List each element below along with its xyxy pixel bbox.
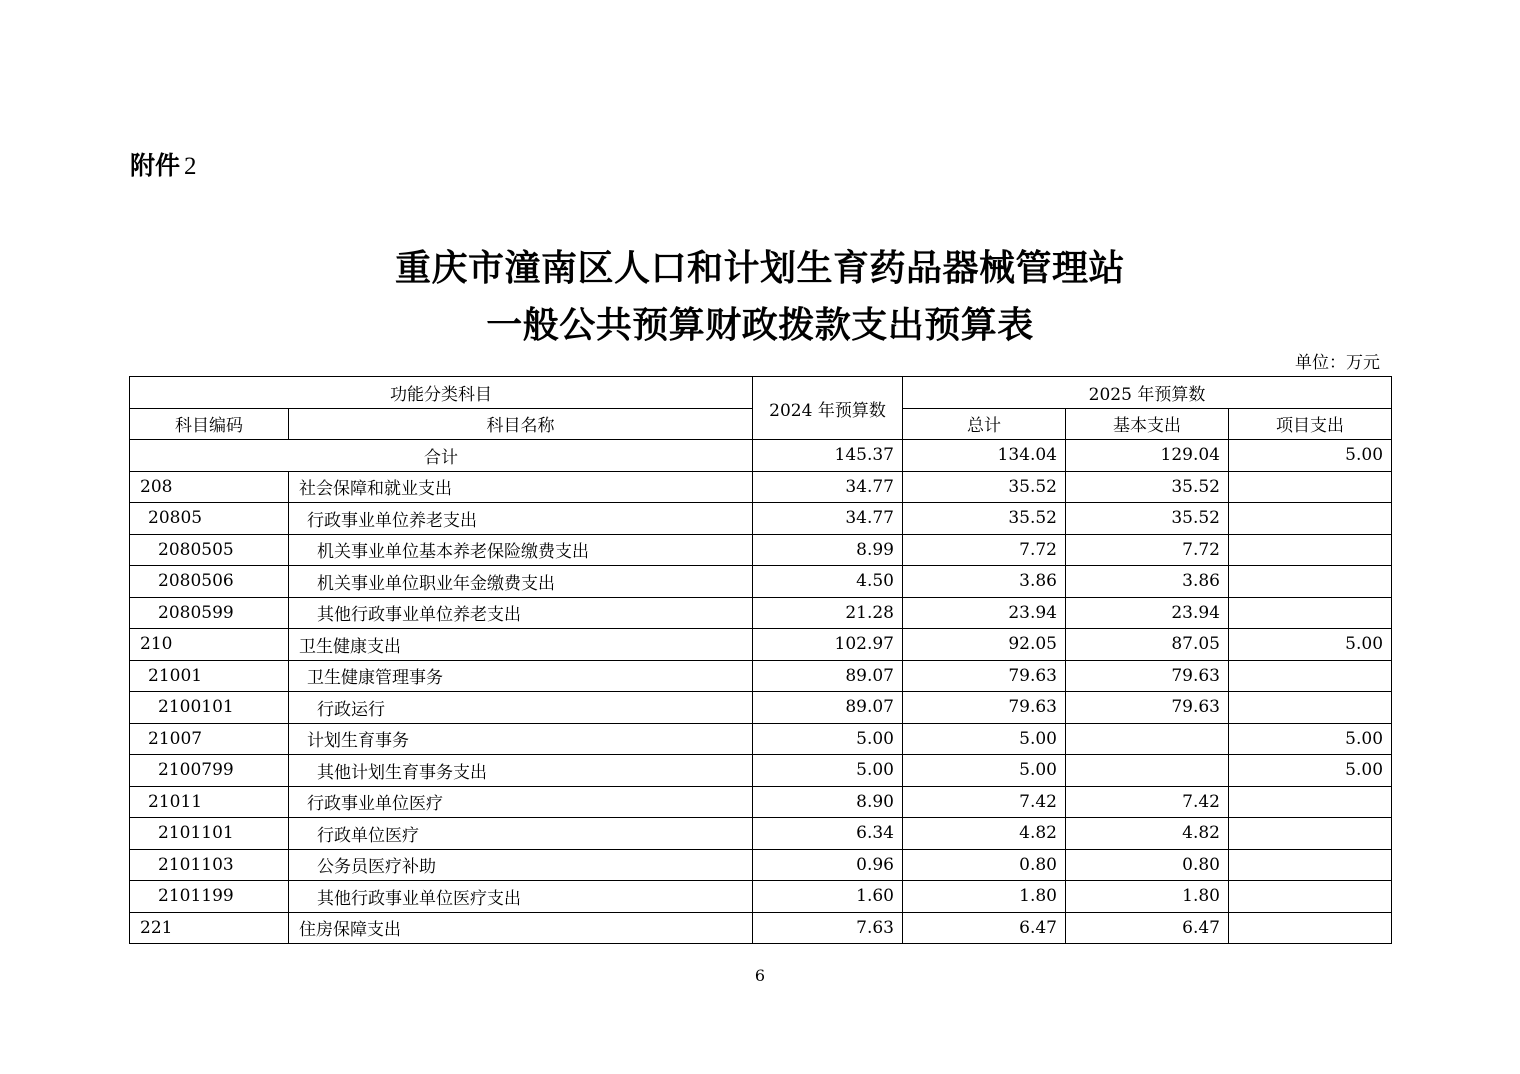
cell-code: 2080599 <box>130 597 289 629</box>
page-title-line2: 一般公共预算财政拨款支出预算表 <box>486 305 1034 346</box>
header-budget-2025: 2025 年预算数 <box>903 377 1392 409</box>
total-project: 5.00 <box>1229 440 1392 472</box>
table-row <box>130 629 1392 661</box>
header-project: 项目支出 <box>1229 408 1392 440</box>
cell-total: 6.47 <box>903 912 1066 944</box>
page-title-line1: 重庆市潼南区人口和计划生育药品器械管理站 <box>394 248 1125 289</box>
cell-code: 20805 <box>130 503 289 535</box>
cell-name: 其他行政事业单位养老支出 <box>289 597 753 629</box>
cell-budget-2024: 89.07 <box>753 692 903 724</box>
cell-code: 2101199 <box>130 881 289 913</box>
table-row <box>130 786 1392 818</box>
cell-name: 卫生健康管理事务 <box>289 660 753 692</box>
cell-code: 21011 <box>130 786 289 818</box>
cell-project <box>1229 786 1392 818</box>
cell-name: 社会保障和就业支出 <box>289 471 753 503</box>
cell-budget-2024: 8.99 <box>753 534 903 566</box>
table-row <box>130 818 1392 850</box>
table-row <box>130 534 1392 566</box>
cell-total: 79.63 <box>903 660 1066 692</box>
cell-code: 2100101 <box>130 692 289 724</box>
header-total: 总计 <box>903 408 1066 440</box>
cell-code: 208 <box>130 471 289 503</box>
cell-budget-2024: 5.00 <box>753 723 903 755</box>
cell-name: 其他计划生育事务支出 <box>289 755 753 787</box>
total-label: 合计 <box>130 440 753 472</box>
cell-total: 23.94 <box>903 597 1066 629</box>
cell-code: 2080505 <box>130 534 289 566</box>
cell-basic: 79.63 <box>1066 692 1229 724</box>
cell-name: 行政事业单位医疗 <box>289 786 753 818</box>
cell-project <box>1229 660 1392 692</box>
cell-project <box>1229 534 1392 566</box>
cell-basic: 23.94 <box>1066 597 1229 629</box>
cell-total: 79.63 <box>903 692 1066 724</box>
cell-total: 1.80 <box>903 881 1066 913</box>
cell-total: 92.05 <box>903 629 1066 661</box>
cell-budget-2024: 5.00 <box>753 755 903 787</box>
cell-name: 住房保障支出 <box>289 912 753 944</box>
header-budget-2024: 2024 年预算数 <box>753 377 903 440</box>
cell-project <box>1229 912 1392 944</box>
cell-budget-2024: 4.50 <box>753 566 903 598</box>
cell-name: 计划生育事务 <box>289 723 753 755</box>
cell-project: 5.00 <box>1229 755 1392 787</box>
cell-project <box>1229 881 1392 913</box>
cell-total: 0.80 <box>903 849 1066 881</box>
cell-name: 公务员医疗补助 <box>289 849 753 881</box>
cell-budget-2024: 34.77 <box>753 503 903 535</box>
cell-total: 35.52 <box>903 503 1066 535</box>
cell-basic: 79.63 <box>1066 660 1229 692</box>
cell-budget-2024: 102.97 <box>753 629 903 661</box>
cell-total: 35.52 <box>903 471 1066 503</box>
cell-budget-2024: 89.07 <box>753 660 903 692</box>
cell-code: 210 <box>130 629 289 661</box>
cell-budget-2024: 6.34 <box>753 818 903 850</box>
table-row <box>130 503 1392 535</box>
cell-total: 3.86 <box>903 566 1066 598</box>
cell-total: 7.72 <box>903 534 1066 566</box>
cell-basic: 35.52 <box>1066 471 1229 503</box>
cell-code: 21001 <box>130 660 289 692</box>
cell-project: 5.00 <box>1229 723 1392 755</box>
cell-project <box>1229 566 1392 598</box>
cell-total: 5.00 <box>903 755 1066 787</box>
cell-basic: 6.47 <box>1066 912 1229 944</box>
cell-project <box>1229 849 1392 881</box>
cell-name: 机关事业单位基本养老保险缴费支出 <box>289 534 753 566</box>
cell-project <box>1229 692 1392 724</box>
cell-project: 5.00 <box>1229 629 1392 661</box>
cell-basic <box>1066 755 1229 787</box>
header-code: 科目编码 <box>130 408 289 440</box>
table-row <box>130 660 1392 692</box>
cell-basic <box>1066 723 1229 755</box>
cell-basic: 35.52 <box>1066 503 1229 535</box>
table-row <box>130 566 1392 598</box>
cell-name: 其他行政事业单位医疗支出 <box>289 881 753 913</box>
cell-project <box>1229 818 1392 850</box>
total-total: 134.04 <box>903 440 1066 472</box>
cell-basic: 87.05 <box>1066 629 1229 661</box>
cell-basic: 0.80 <box>1066 849 1229 881</box>
attachment-label-text: 附件 <box>130 151 181 180</box>
cell-total: 4.82 <box>903 818 1066 850</box>
total-b2024: 145.37 <box>753 440 903 472</box>
table-row <box>130 723 1392 755</box>
cell-code: 221 <box>130 912 289 944</box>
budget-table <box>129 376 1392 944</box>
unit-label: 单位：万元 <box>1295 353 1380 373</box>
cell-budget-2024: 8.90 <box>753 786 903 818</box>
header-basic: 基本支出 <box>1066 408 1229 440</box>
cell-name: 卫生健康支出 <box>289 629 753 661</box>
header-row-1 <box>130 377 1392 409</box>
table-row <box>130 912 1392 944</box>
header-functional-category: 功能分类科目 <box>130 377 753 409</box>
cell-budget-2024: 21.28 <box>753 597 903 629</box>
cell-code: 2101103 <box>130 849 289 881</box>
cell-code: 21007 <box>130 723 289 755</box>
total-row <box>130 440 1392 472</box>
cell-budget-2024: 7.63 <box>753 912 903 944</box>
cell-project <box>1229 503 1392 535</box>
cell-name: 行政单位医疗 <box>289 818 753 850</box>
cell-name: 机关事业单位职业年金缴费支出 <box>289 566 753 598</box>
table-row <box>130 597 1392 629</box>
cell-total: 5.00 <box>903 723 1066 755</box>
cell-total: 7.42 <box>903 786 1066 818</box>
cell-basic: 1.80 <box>1066 881 1229 913</box>
cell-budget-2024: 34.77 <box>753 471 903 503</box>
table-row <box>130 755 1392 787</box>
cell-code: 2080506 <box>130 566 289 598</box>
attachment-number: 2 <box>184 153 197 180</box>
cell-code: 2101101 <box>130 818 289 850</box>
cell-basic: 3.86 <box>1066 566 1229 598</box>
cell-basic: 7.72 <box>1066 534 1229 566</box>
cell-code: 2100799 <box>130 755 289 787</box>
cell-basic: 4.82 <box>1066 818 1229 850</box>
cell-project <box>1229 597 1392 629</box>
table-row <box>130 692 1392 724</box>
cell-name: 行政运行 <box>289 692 753 724</box>
cell-budget-2024: 0.96 <box>753 849 903 881</box>
table-row <box>130 881 1392 913</box>
cell-basic: 7.42 <box>1066 786 1229 818</box>
total-basic: 129.04 <box>1066 440 1229 472</box>
cell-project <box>1229 471 1392 503</box>
table-row <box>130 849 1392 881</box>
cell-name: 行政事业单位养老支出 <box>289 503 753 535</box>
header-name: 科目名称 <box>289 408 753 440</box>
table-row <box>130 471 1392 503</box>
attachment-label <box>130 146 197 182</box>
cell-budget-2024: 1.60 <box>753 881 903 913</box>
page-number: 6 <box>754 966 766 985</box>
